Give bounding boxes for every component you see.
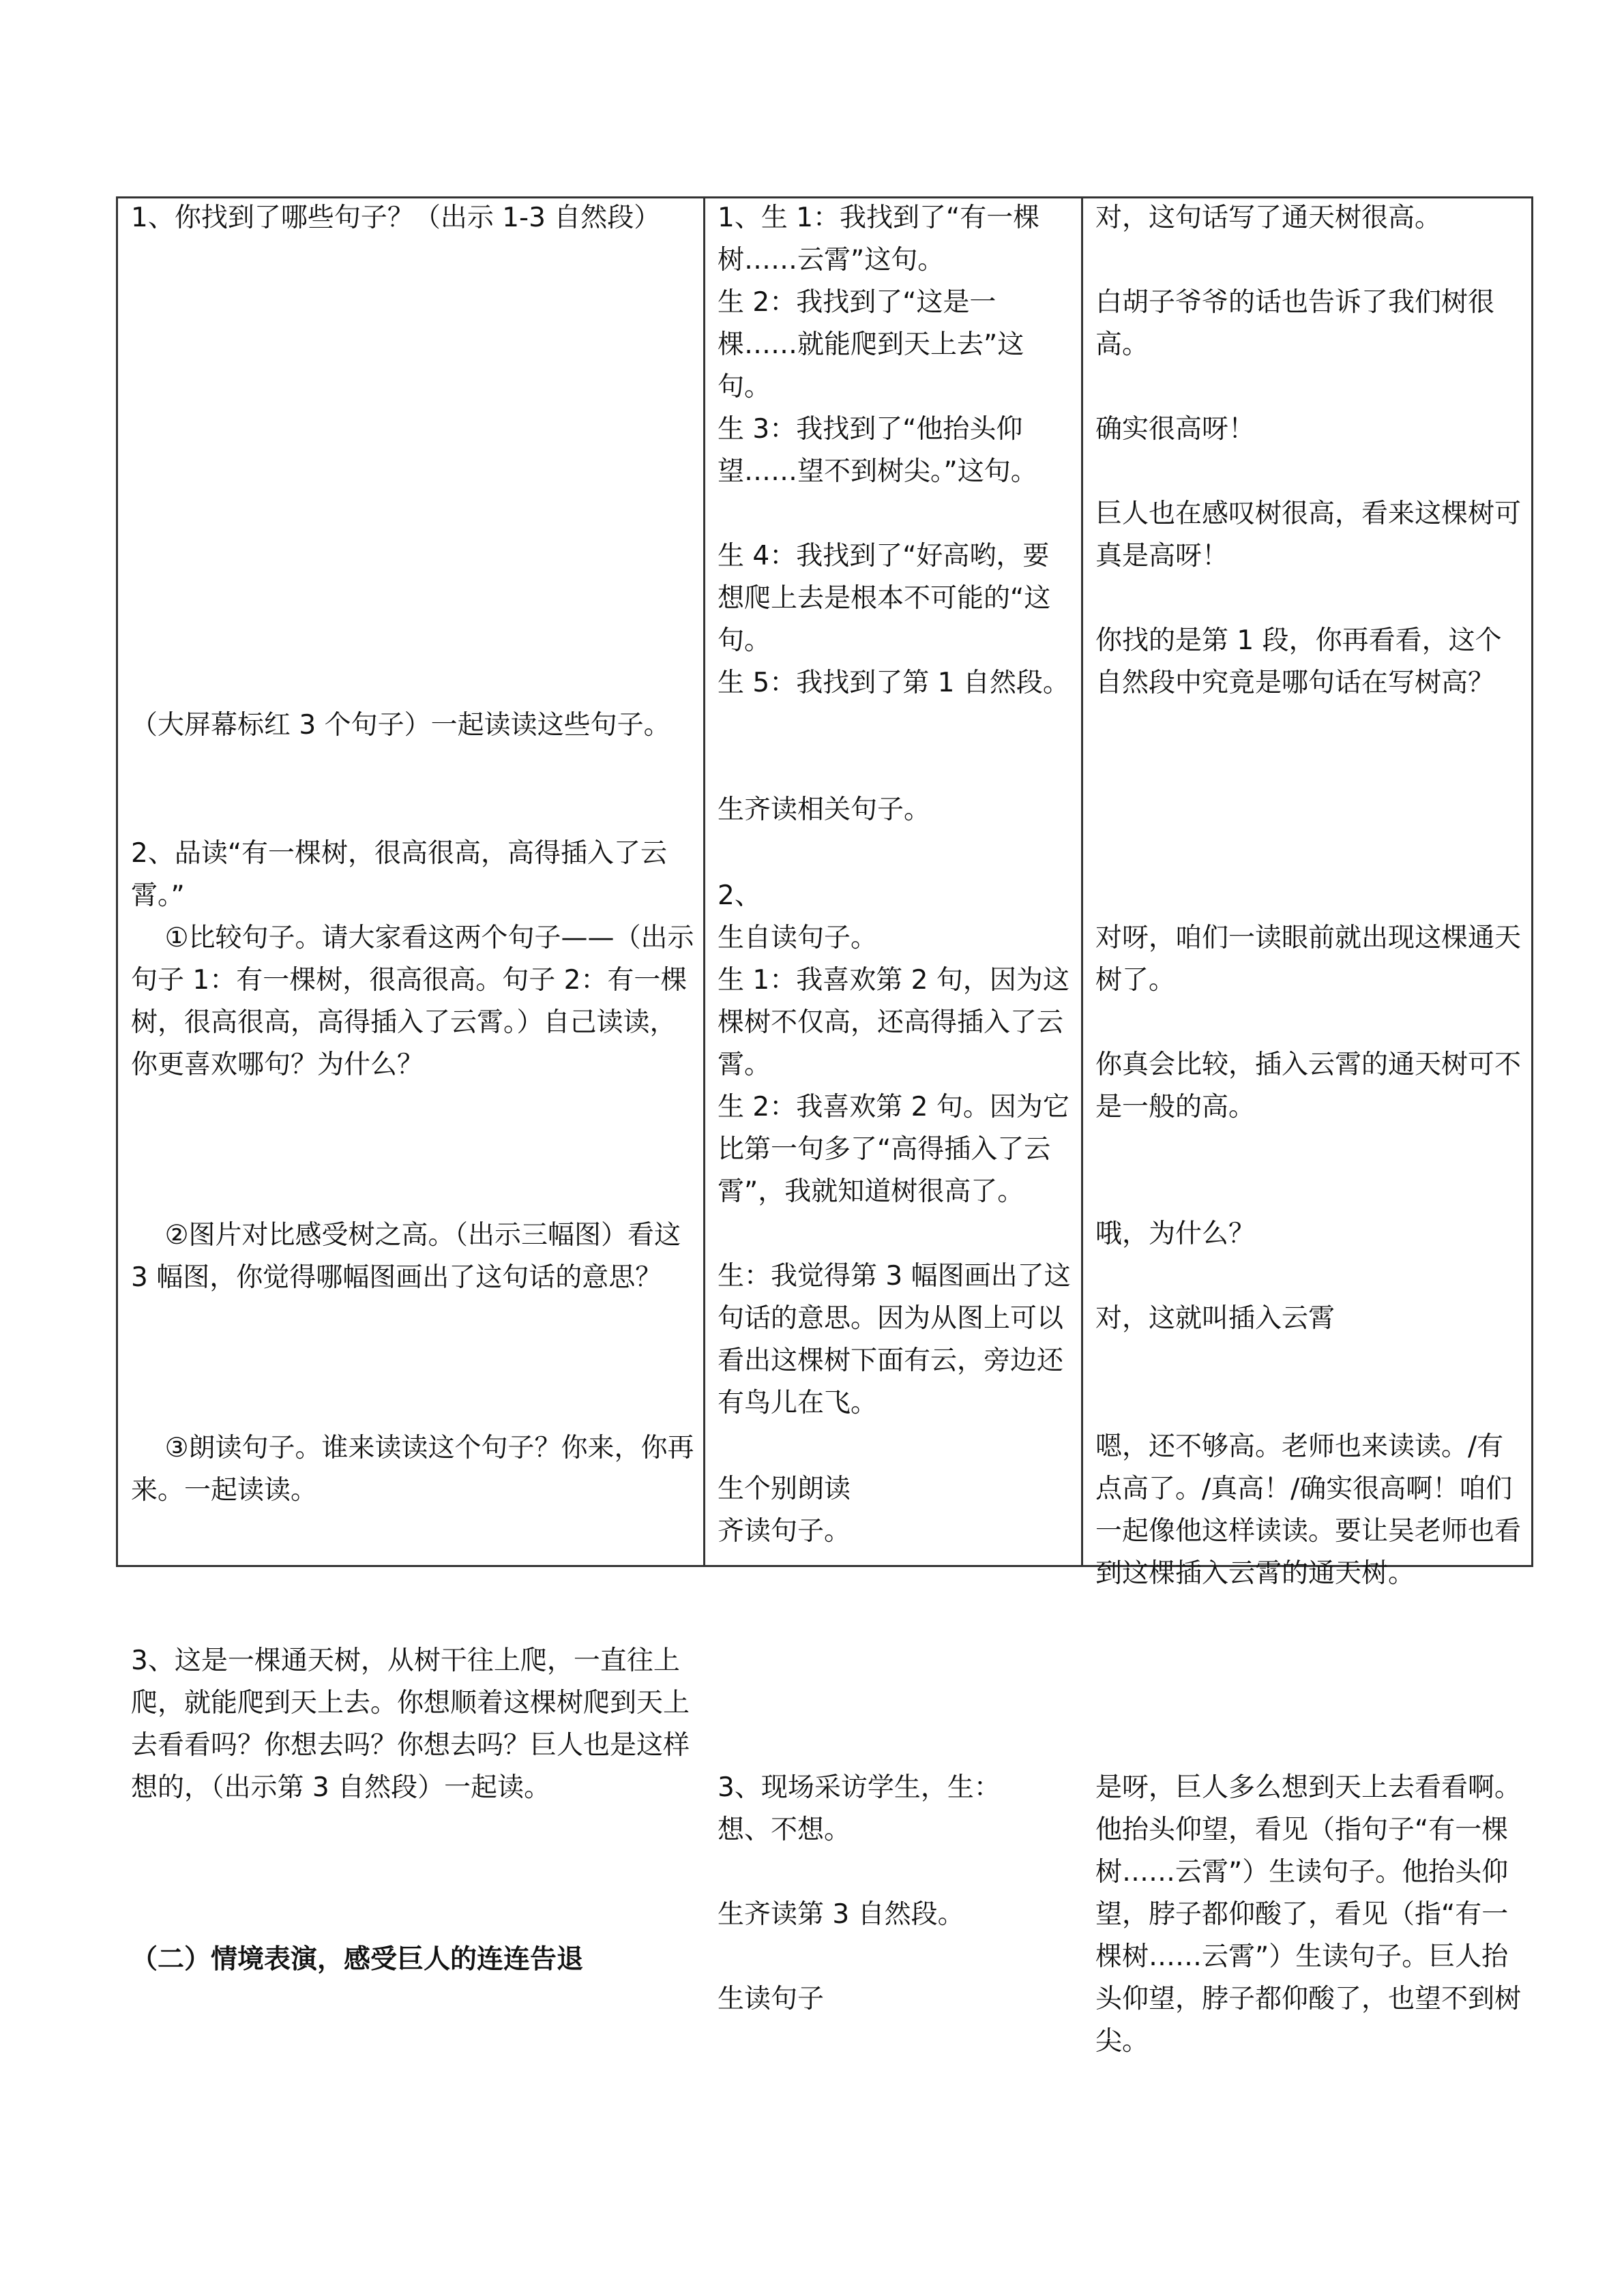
question-3: 3、这是一棵通天树，从树干往上爬，一直往上爬，就能爬到天上去。你想顺着这棵树爬到天上去看看吗？你想去吗？你想去吗？巨人也是这样想的，（出示第 3 自然段）一起读。: [131, 1645, 690, 1803]
step-read-aloud: ③朗读句子。谁来读读这个句子？你来，你再来。一起读读。: [131, 1433, 694, 1506]
response-9: 对，这就叫插入云霄: [1095, 1303, 1335, 1334]
interview-answer: 想、不想。: [718, 1815, 851, 1845]
student-answer-4: 生 4：我找到了“好高哟，要想爬上去是根本不可能的“这句。: [718, 541, 1051, 656]
question-2: 2、品读“有一棵树，很高很高，高得插入了云霄。”: [131, 838, 668, 911]
teacher-response-column: [1095, 196, 1525, 2057]
student-read-sentence: 生读句子: [718, 1984, 825, 2014]
read-sentences-instruction: （大屏幕标红 3 个句子）一起读读这些句子。: [131, 710, 670, 741]
response-3: 确实很高呀！: [1095, 414, 1256, 445]
individual-reading-text: 生个别朗读: [718, 1474, 851, 1504]
student-answer-5: 生 5：我找到了第 1 自然段。: [718, 668, 1069, 698]
self-read-text: 生自读句子。: [718, 923, 878, 953]
teacher-activity-column: [131, 196, 701, 1975]
response-7: 你真会比较，插入云霄的通天树可不是一般的高。: [1095, 1049, 1522, 1122]
response-10: 嗯，还不够高。老师也来读读。/有点高了。/真高！/确实很高啊！咱们一起像他这样读读。要让吴老师也看到这棵插入云霄的通天树。: [1095, 1431, 1522, 1589]
student-answer-1: 1、生 1：我找到了“有一棵树……云霄”这句。: [718, 203, 1040, 275]
student-activity-column: [718, 196, 1072, 2014]
read-together-text: 生齐读相关句子。: [718, 794, 931, 825]
column-divider-2: [1081, 196, 1083, 1567]
column-divider-1: [703, 196, 705, 1567]
student-answer-2: 生 2：我找到了“这是一棵……就能爬到天上去”这句。: [718, 287, 1024, 402]
student-answer-3: 生 3：我找到了“他抬头仰望……望不到树尖。”这句。: [718, 414, 1037, 487]
response-11: 是呀，巨人多么想到天上去看看啊。他抬头仰望，看见（指句子“有一棵树……云霄”）生读句子。他抬头仰望，脖子都仰酸了，看见（指“有一棵树……云霄”）生读句子。巨人抬头仰望，脖子都仰酸了，也望不到树尖。: [1095, 1772, 1522, 2057]
response-6: 对呀，咱们一读眼前就出现这棵通天树了。: [1095, 923, 1522, 996]
question-1: 1、你找到了哪些句子？（出示 1-3 自然段）: [131, 203, 661, 233]
step-compare-pictures: ②图片对比感受树之高。（出示三幅图）看这 3 幅图，你觉得哪幅图画出了这句话的意思？: [131, 1220, 690, 1293]
part-2-label: 2、: [718, 880, 761, 911]
response-4: 巨人也在感叹树很高，看来这棵树可真是高呀！: [1095, 498, 1522, 571]
group-reading-text: 齐读句子。: [718, 1516, 851, 1547]
student-preference-1: 生 1：我喜欢第 2 句，因为这棵树不仅高，还高得插入了云霄。: [718, 965, 1069, 1080]
read-paragraph-3-text: 生齐读第 3 自然段。: [718, 1899, 964, 1930]
section-2-heading: （二）情境表演，感受巨人的连连告退: [131, 1944, 584, 1975]
response-1: 对，这句话写了通天树很高。: [1095, 203, 1442, 233]
student-picture-answer: 生：我觉得第 3 幅图画出了这句话的意思。因为从图上可以看出这棵树下面有云，旁边还有鸟儿在飞。: [718, 1261, 1071, 1418]
step-compare-sentences: ①比较句子。请大家看这两个句子——（出示句子 1：有一棵树，很高很高。句子 2：有一棵树，很高很高，高得插入了云霄。）自己读读，你更喜欢哪句？为什么？: [131, 923, 694, 1080]
response-8: 哦，为什么？: [1095, 1219, 1256, 1249]
student-preference-2: 生 2：我喜欢第 2 句。因为它比第一句多了“高得插入了云霄”，我就知道树很高了。: [718, 1092, 1069, 1207]
response-5: 你找的是第 1 段，你再看看，这个自然段中究竟是哪句话在写树高？: [1095, 625, 1502, 698]
response-2: 白胡子爷爷的话也告诉了我们树很高。: [1095, 287, 1495, 360]
interview-text: 3、现场采访学生，生：: [718, 1772, 1001, 1803]
